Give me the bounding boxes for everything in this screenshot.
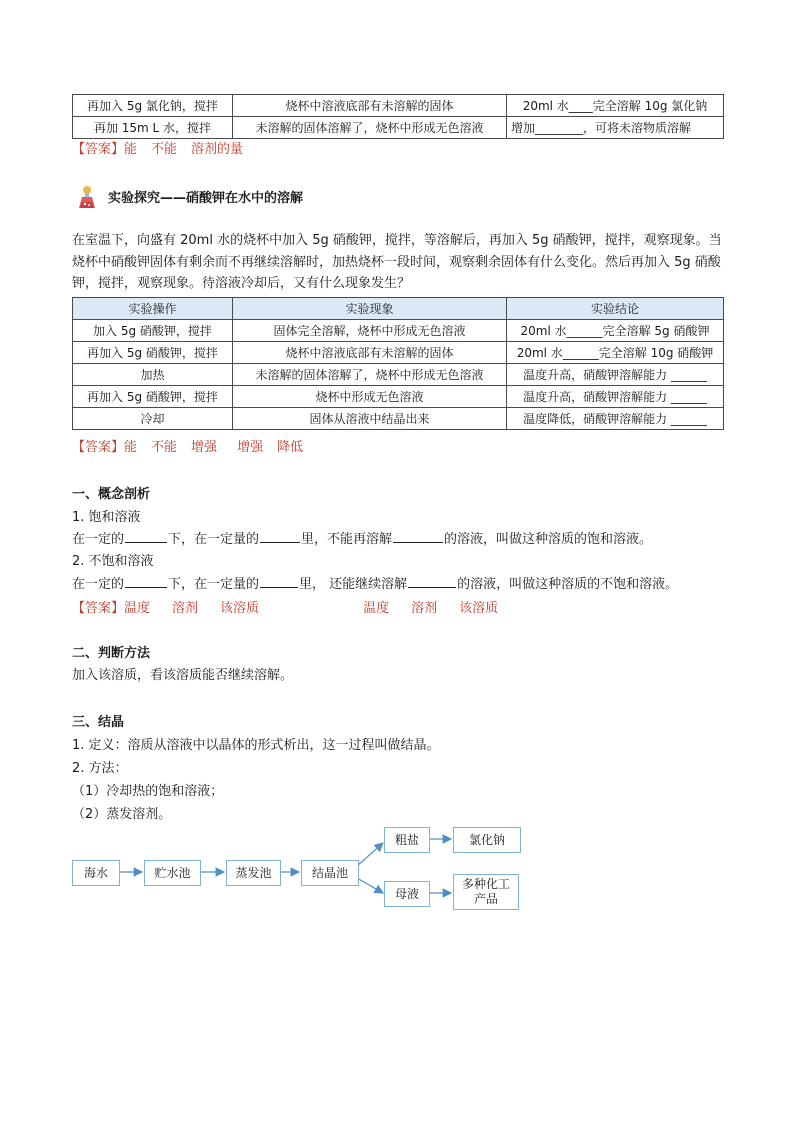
table-cell: 冷却 [73,408,233,430]
table-cell: 固体从溶液中结晶出来 [233,408,507,430]
answer-item: 不能 [151,142,178,157]
table-cell: 未溶解的固体溶解了，烧杯中形成无色溶液 [233,364,507,386]
answer-tag: 【答案】 [72,440,125,455]
table-cell: 加热 [73,364,233,386]
table-cell: 再加入 5g 硝酸钾，搅拌 [73,386,233,408]
flow-box-sodium-chloride: 氯化钠 [453,827,521,853]
table-cell: 烧杯中形成无色溶液 [233,386,507,408]
flow-box-seawater: 海水 [72,860,120,886]
table-cell: 20ml 水____完全溶解 10g 氯化钠 [507,95,724,117]
answer-item: 该溶质 [220,601,260,616]
flow-box-mother-liquor: 母液 [384,881,430,907]
paragraph: 2. 方法： [72,761,128,776]
table-cell: 温度升高，硝酸钾溶解能力 ______ [507,386,724,408]
paragraph: （2）蒸发溶剂。 [72,807,172,822]
text-fragment: 的溶液，叫做这种溶质的饱和溶液。 [444,532,653,547]
paragraph: （1）冷却热的饱和溶液； [72,784,224,799]
text-fragment: 在一定的 [72,532,125,547]
table-cell: 温度升高，硝酸钾溶解能力 ______ [507,364,724,386]
answer-item: 溶剂的量 [191,142,244,157]
flow-box-crude-salt: 粗盐 [384,827,430,853]
text-fragment: 里，不能再溶解 [301,532,393,547]
answer-item: 能 [124,142,138,157]
answer-item: 溶剂 [411,601,438,616]
text-fragment: 下，在一定量的 [168,577,260,592]
text-fragment: 里， 还能继续溶解 [299,577,408,592]
answer-item: 温度 [363,601,390,616]
text-fragment: 在一定的 [72,577,125,592]
table-cell: 烧杯中溶液底部有未溶解的固体 [233,342,507,364]
table-cell: 未溶解的固体溶解了，烧杯中形成无色溶液 [233,117,507,139]
table-cell: 20ml 水______完全溶解 5g 硝酸钾 [507,320,724,342]
table-cell: 再加 15m L 水，搅拌 [73,117,233,139]
column-header: 实验操作 [73,298,233,320]
flow-box-crystallization: 结晶池 [301,860,359,886]
answer-item: 降低 [277,440,304,455]
flow-box-storage: 贮水池 [144,860,201,886]
table-cell: 再加入 5g 氯化钠，搅拌 [73,95,233,117]
experiment-title: 实验探究——硝酸钾在水中的溶解 [108,191,304,206]
table-cell: 烧杯中溶液底部有未溶解的固体 [233,95,507,117]
column-header: 实验现象 [233,298,507,320]
answer-tag: 【答案】 [72,601,125,616]
table-cell: 加入 5g 硝酸钾，搅拌 [73,320,233,342]
answer-item: 温度 [124,601,151,616]
answer-item: 增强 [191,440,218,455]
section-heading: 一、概念剖析 [72,487,151,502]
flow-box-evaporation: 蒸发池 [226,860,281,886]
text-fragment: 下，在一定量的 [168,532,260,547]
paragraph: 1. 定义：溶质从溶液中以晶体的形式析出，这一过程叫做结晶。 [72,738,440,753]
answer-item: 能 [124,440,138,455]
answer-item: 增强 [237,440,264,455]
table-cell: 再加入 5g 硝酸钾，搅拌 [73,342,233,364]
section-heading: 三、结晶 [72,715,125,730]
answer-tag: 【答案】 [72,142,125,157]
table-cell: 温度降低，硝酸钾溶解能力 ______ [507,408,724,430]
flow-box-chemical-products: 多种化工产品 [453,874,519,910]
subheading: 1. 饱和溶液 [72,510,141,525]
answer-item: 溶剂 [172,601,199,616]
table-cell: 固体完全溶解，烧杯中形成无色溶液 [233,320,507,342]
answer-item: 不能 [151,440,178,455]
section-heading: 二、判断方法 [72,646,151,661]
answer-item: 该溶质 [459,601,499,616]
subheading: 2. 不饱和溶液 [72,554,154,569]
table-cell: 增加________，可将未溶物质溶解 [507,117,724,139]
text-fragment: 的溶液，叫做这种溶质的不饱和溶液。 [457,577,679,592]
column-header: 实验结论 [507,298,724,320]
table-cell: 20ml 水______完全溶解 10g 硝酸钾 [507,342,724,364]
experiment-intro: 在室温下，向盛有 20ml 水的烧杯中加入 5g 硝酸钾，搅拌，等溶解后，再加入 5g 硝酸钾，搅拌，观察现象。当烧杯中硝酸钾固体有剩余而不再继续溶解时，加热烧杯一段时间，观察剩余固体有什么变化。然后再加入 5g 硝酸钾，搅拌，观察现象。待溶液冷却后，又有什么现象发生？ [72,233,722,291]
paragraph: 加入该溶质，看该溶质能否继续溶解。 [72,668,294,683]
